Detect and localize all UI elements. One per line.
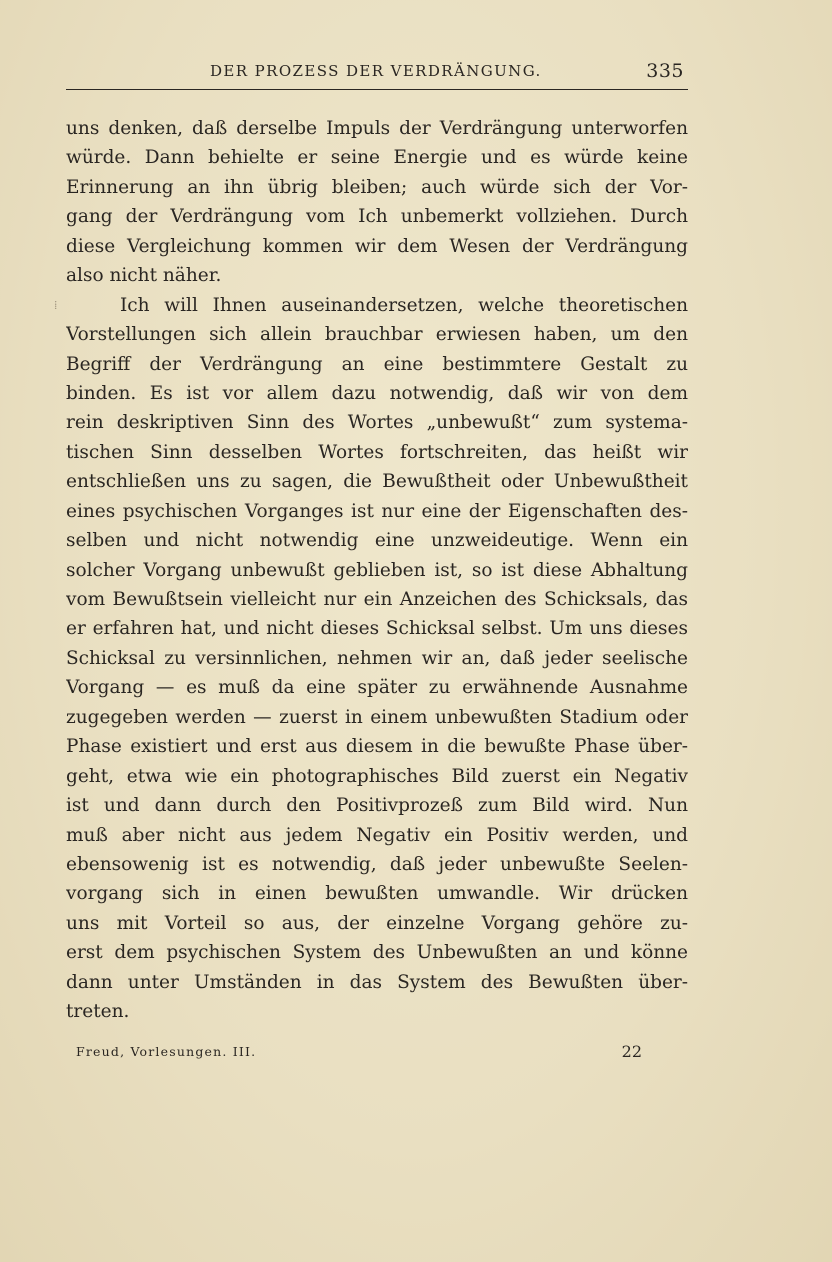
text-line: treten. xyxy=(66,1001,130,1023)
text-line: eines psychischen Vorganges ist nur eine der Eigenschaften des- xyxy=(66,500,688,522)
text-line: muß aber nicht aus jedem Negativ ein Positiv werden, und xyxy=(66,824,688,846)
margin-pencil-mark: ⁞ xyxy=(54,298,58,312)
text-line: ebensowenig ist es notwendig, daß jeder unbewußte Seelen- xyxy=(66,853,688,875)
text-line: tischen Sinn desselben Wortes fortschreiten, das heißt wir xyxy=(66,441,688,463)
header-rule xyxy=(66,89,688,90)
text-line: uns mit Vorteil so aus, der einzelne Vorgang gehöre zu- xyxy=(66,912,688,934)
text-line: Erinnerung an ihn übrig bleiben; auch würde sich der Vor- xyxy=(66,176,688,198)
running-head: DER PROZESS DER VERDRÄNGUNG. xyxy=(210,62,542,80)
text-line: würde. Dann behielte er seine Energie und es würde keine xyxy=(66,147,688,169)
page-number: 335 xyxy=(646,60,684,82)
text-line: also nicht näher. xyxy=(66,265,222,287)
text-line: vorgang sich in einen bewußten umwandle. Wir drücken xyxy=(66,883,688,905)
text-line: dann unter Umständen in das System des Bewußten über- xyxy=(66,971,688,993)
text-line: entschließen uns zu sagen, die Bewußtheit oder Unbewußtheit xyxy=(66,471,688,493)
text-line: Vorgang — es muß da eine später zu erwähnende Ausnahme xyxy=(66,677,688,699)
text-line: ist und dann durch den Positivprozeß zum Bild wird. Nun xyxy=(66,795,688,817)
text-line: binden. Es ist vor allem dazu notwendig, daß wir von dem xyxy=(66,382,688,404)
text-line: Ich will Ihnen auseinandersetzen, welche theoretischen xyxy=(120,294,688,316)
text-line: er erfahren hat, und nicht dieses Schicksal selbst. Um uns dieses xyxy=(66,618,688,640)
text-line: Phase existiert und erst aus diesem in die bewußte Phase über- xyxy=(66,736,688,758)
text-line: geht, etwa wie ein photographisches Bild zuerst ein Negativ xyxy=(66,765,688,787)
text-line: rein deskriptiven Sinn des Wortes „unbewußt“ zum systema- xyxy=(66,412,688,434)
page-header xyxy=(66,58,686,88)
text-line: gang der Verdrängung vom Ich unbemerkt vollziehen. Durch xyxy=(66,206,688,228)
signature-mark: 22 xyxy=(621,1042,642,1061)
text-line: erst dem psychischen System des Unbewußten an und könne xyxy=(66,942,688,964)
body-text xyxy=(66,114,688,1027)
text-line: Vorstellungen sich allein brauchbar erwiesen haben, um den xyxy=(66,324,688,346)
text-line: Schicksal zu versinnlichen, nehmen wir an, daß jeder seelische xyxy=(66,647,688,669)
text-line: zugegeben werden — zuerst in einem unbewußten Stadium oder xyxy=(66,706,688,728)
text-line: diese Vergleichung kommen wir dem Wesen der Verdrängung xyxy=(66,235,688,257)
printer-signature: Freud, Vorlesungen. III. xyxy=(76,1044,257,1059)
text-line: solcher Vorgang unbewußt geblieben ist, so ist diese Abhaltung xyxy=(66,559,688,581)
text-line: selben und nicht notwendig eine unzweideutige. Wenn ein xyxy=(66,530,688,552)
text-line: vom Bewußtsein vielleicht nur ein Anzeichen des Schicksals, das xyxy=(66,589,688,610)
text-line: uns denken, daß derselbe Impuls der Verdrängung unterworfen xyxy=(66,118,688,139)
text-line: Begriff der Verdrängung an eine bestimmtere Gestalt zu xyxy=(66,353,688,375)
page-footer xyxy=(76,1044,642,1064)
